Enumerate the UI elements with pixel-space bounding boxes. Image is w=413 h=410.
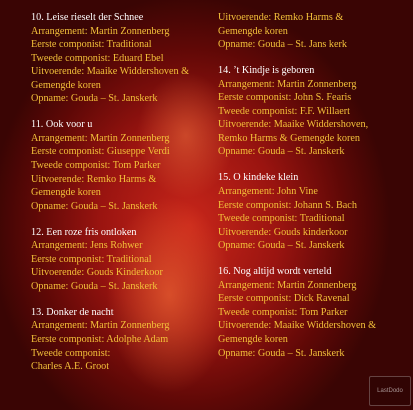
track-credit: Eerste componist: Giuseppe Verdi <box>31 146 170 158</box>
track-credit: Opname: Gouda – St. Jans kerk <box>218 39 348 51</box>
track-title: 14. ’t Kindje is geboren <box>218 65 315 77</box>
track-credit: Eerste componist: Traditional <box>31 39 152 51</box>
track-credit: Opname: Gouda – St. Janskerk <box>218 146 345 158</box>
track-title: 16. Nog altijd wordt verteld <box>218 266 332 278</box>
track-credit: Uitvoerende: Maaike Widdershoven & <box>218 320 377 332</box>
watermark-logo <box>369 376 411 406</box>
track-credit: Eerste componist: John S. Fearis <box>218 92 352 104</box>
track-12 <box>31 226 216 294</box>
track-credit: Tweede componist: Tom Parker <box>31 159 161 171</box>
track-credit: Uitvoerende: Remko Harms & <box>218 12 344 23</box>
track-credit: Uitvoerende: Remko Harms & <box>31 173 157 185</box>
track-credit: Eerste componist: Dick Ravenal <box>218 293 350 305</box>
track-title: 13. Donker de nacht <box>31 306 114 318</box>
track-10 <box>31 11 216 106</box>
track-16 <box>218 265 408 360</box>
track-11 <box>31 118 216 213</box>
track-credit: Uitvoerende: Gouds Kinderkoor <box>31 267 163 279</box>
track-credit: Remko Harms & Gemengde koren <box>218 132 361 144</box>
track-14 <box>218 64 408 159</box>
track-15 <box>218 171 408 252</box>
right-column <box>218 11 408 360</box>
track-credit: Tweede componist: Tom Parker <box>218 306 348 318</box>
track-credit: Gemengde koren <box>218 333 288 345</box>
track-credit: Arrangement: John Vine <box>218 186 318 198</box>
track-title: 11. Ook voor u <box>31 119 93 131</box>
track-credit: Tweede componist: <box>31 347 111 359</box>
track-credit: Arrangement: Martin Zonnenberg <box>218 78 357 90</box>
track-credit: Tweede componist: Eduard Ebel <box>31 52 164 64</box>
track-credit: Arrangement: Martin Zonnenberg <box>31 132 170 144</box>
track-credit: Eerste componist: Johann S. Bach <box>218 199 357 211</box>
track-13 <box>31 306 216 374</box>
track-13-continued <box>218 11 408 52</box>
track-credit: Arrangement: Jens Rohwer <box>31 240 143 252</box>
track-credit: Gemengde koren <box>31 187 101 199</box>
track-credit: Opname: Gouda – St. Janskerk <box>31 93 158 105</box>
track-credit: Gemengde koren <box>218 25 288 37</box>
track-credit: Opname: Gouda – St. Janskerk <box>218 240 345 252</box>
track-credit: Eerste componist: Traditional <box>31 253 152 265</box>
track-credit: Tweede componist: Traditional <box>218 213 345 225</box>
track-credit: Arrangement: Martin Zonnenberg <box>31 25 170 37</box>
track-credit: Gemengde koren <box>31 79 101 91</box>
watermark-text: LastDodo <box>377 388 403 394</box>
track-credit: Arrangement: Martin Zonnenberg <box>218 279 357 291</box>
track-title: 10. Leise rieselt der Schnee <box>31 12 144 23</box>
track-credit: Opname: Gouda – St. Janskerk <box>31 200 158 212</box>
track-credit: Charles A.E. Groot <box>31 361 110 373</box>
track-credit: Eerste componist: Adolphe Adam <box>31 333 169 345</box>
track-credit: Uitvoerende: Maaike Widdershoven, <box>218 119 369 131</box>
track-credit: Opname: Gouda – St. Janskerk <box>31 280 158 292</box>
track-credit: Opname: Gouda – St. Janskerk <box>218 347 345 359</box>
track-credit: Uitvoerende: Maaike Widdershoven & <box>31 66 190 78</box>
track-credit: Uitvoerende: Gouds kinderkoor <box>218 226 348 238</box>
track-credit: Arrangement: Martin Zonnenberg <box>31 320 170 332</box>
left-column <box>31 11 216 374</box>
track-credit: Tweede componist: F.F. Willaert <box>218 105 351 117</box>
track-title: 12. Een roze fris ontloken <box>31 226 137 238</box>
track-title: 15. O kindeke klein <box>218 172 299 184</box>
